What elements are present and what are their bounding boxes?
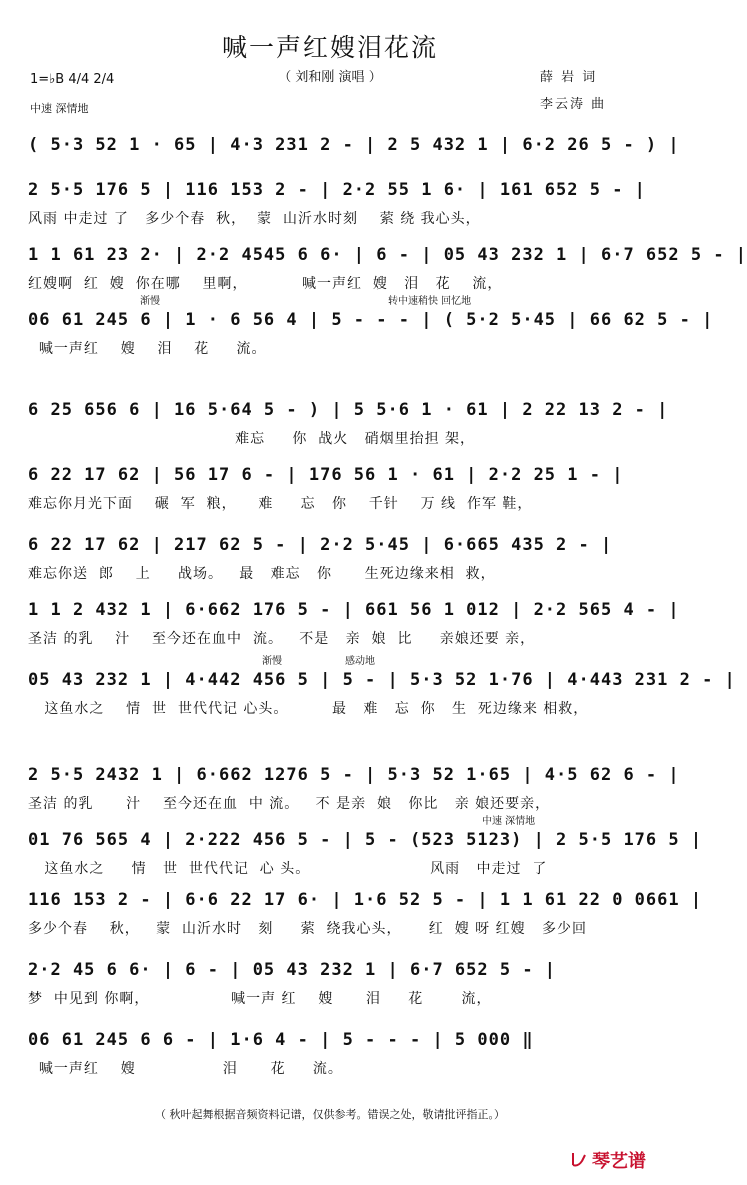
- notation-line: 01 76 565 4 | 2·222 456 5 - | 5 - (523 5123) | 2 5·5 176 5 |: [28, 830, 703, 850]
- page-title: 喊一声红嫂泪花流: [221, 33, 438, 62]
- notation-line: 116 153 2 - | 6·6 22 17 6· | 1·6 52 5 - | 1 1 61 22 0 0661 |: [28, 890, 703, 910]
- lyric-line: 难忘你送 郎 上 战场。 最 难忘 你 生死边缘来相 救，: [28, 566, 496, 582]
- lyric-line: 这鱼水之 情 世 世代代记 心 头。 风雨 中走过 了: [28, 861, 548, 877]
- key-signature: 1=♭B 4/4 2/4: [30, 72, 115, 87]
- expression-mark: 渐慢: [140, 296, 160, 307]
- notation-line: 2 5·5 2432 1 | 6·662 1276 5 - | 5·3 52 1·65 | 4·5 62 6 - |: [28, 765, 680, 785]
- score-row: [0, 600, 680, 680]
- expression-mark: 渐慢: [262, 656, 282, 667]
- lyric-line: 喊一声红 嫂 泪 花 流。: [28, 1061, 343, 1077]
- site-logo[interactable]: [570, 1147, 646, 1173]
- notation-line: 6 22 17 62 | 56 17 6 - | 176 56 1 · 61 | 2·2 25 1 - |: [28, 465, 624, 485]
- logo-text: 琴艺谱: [592, 1151, 646, 1172]
- notation-line: 1 1 2 432 1 | 6·662 176 5 - | 661 56 1 012 | 2·2 565 4 - |: [28, 600, 680, 620]
- score-row: [0, 1030, 660, 1110]
- notation-line: ( 5·3 52 1 · 65 | 4·3 231 2 - | 2 5 432 1 | 6·2 26 5 - ) |: [28, 135, 680, 155]
- lyric-line: 梦 中见到 你啊， 喊一声 红 嫂 泪 花 流，: [28, 991, 492, 1007]
- tempo-marking: 中速 深情地: [30, 102, 89, 115]
- notation-line: 05 43 232 1 | 4·442 456 5 | 5 - | 5·3 52 1·76 | 4·443 231 2 - |: [28, 670, 736, 690]
- music-note-icon: [570, 1151, 588, 1169]
- footnote: （ 秋叶起舞根据音频资料记谱，仅供参考。错误之处，敬请批评指正。）: [155, 1108, 505, 1121]
- expression-mark: 中速 深情地: [482, 816, 536, 827]
- notation-line: 06 61 245 6 | 1 · 6 56 4 | 5 - - - | ( 5·2 5·45 | 66 62 5 - |: [28, 310, 714, 330]
- score-row: [0, 890, 703, 970]
- composer-credit: 李云涛 曲: [540, 97, 607, 112]
- notation-line: 6 22 17 62 | 217 62 5 - | 2·2 5·45 | 6·665 435 2 - |: [28, 535, 613, 555]
- expression-mark: 转中速稍快 回忆地: [388, 296, 472, 307]
- lyric-line: 这鱼水之 情 世 世代代记 心头。 最 难 忘 你 生 死边缘来 相救，: [28, 701, 589, 717]
- score-row: [0, 465, 660, 545]
- notation-line: 2 5·5 176 5 | 116 153 2 - | 2·2 55 1 6· | 161 652 5 - |: [28, 180, 646, 200]
- notation-line: 2·2 45 6 6· | 6 - | 05 43 232 1 | 6·7 652 5 - |: [28, 960, 557, 980]
- lyric-line: 红嫂啊 红 嫂 你在哪 里啊， 喊一声红 嫂 泪 花 流，: [28, 276, 503, 292]
- score-row: [0, 656, 736, 750]
- performer-credit: （ 刘和刚 演唱 ）: [278, 70, 382, 85]
- lyric-line: 难忘你月光下面 碾 军 粮， 难 忘 你 千针 万 线 作军 鞋，: [28, 496, 533, 512]
- expression-mark: 感动地: [345, 656, 375, 667]
- notation-line: 1 1 61 23 2· | 2·2 4545 6 6· | 6 - | 05 43 232 1 | 6·7 652 5 - |: [28, 245, 747, 265]
- notation-line: 6 25 656 6 | 16 5·64 5 - ) | 5 5·6 1 · 61 | 2 22 13 2 - |: [28, 400, 669, 420]
- lyric-line: 喊一声红 嫂 泪 花 流。: [28, 341, 267, 357]
- lyric-line: 风雨 中走过 了 多少个春 秋， 蒙 山沂水时刻 萦 绕 我心头，: [28, 211, 481, 227]
- lyric-line: 圣洁 的乳 汁 至今还在血中 流。 不是 亲 娘 比 亲娘还要 亲，: [28, 631, 536, 647]
- notation-line: 06 61 245 6 6 - | 1·6 4 - | 5 - - - | 5 000 ‖: [28, 1030, 534, 1050]
- lyric-line: 难忘 你 战火 硝烟里抬担 架，: [28, 431, 476, 447]
- lyricist-credit: 薛 岩 词: [540, 70, 598, 85]
- score-row: [0, 296, 714, 390]
- score-row: [0, 960, 660, 1040]
- lyric-line: 多少个春 秋， 蒙 山沂水时 刻 萦 绕我心头， 红 嫂 呀 红嫂 多少回: [28, 921, 587, 937]
- lyric-line: 圣洁 的乳 汁 至今还在血 中 流。 不 是亲 娘 你比 亲 娘还要亲，: [28, 796, 551, 812]
